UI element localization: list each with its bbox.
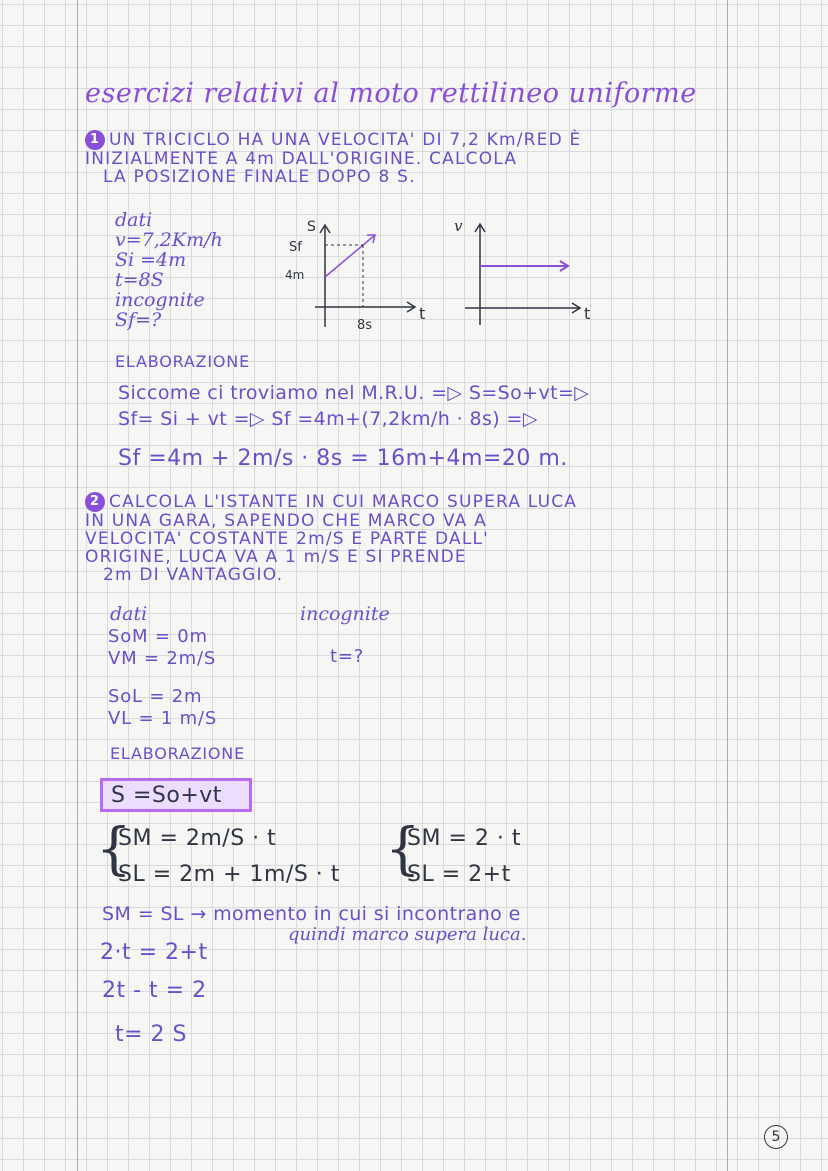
- velocity-time-graph: [440, 215, 600, 335]
- exercise1-line-3: LA POSIZIONE FINALE DOPO 8 S.: [103, 167, 416, 187]
- exercise1-elaboration-label: ELABORAZIONE: [115, 352, 250, 371]
- graph2-x-axis-label: t: [584, 304, 591, 323]
- exercise2-line-3: VELOCITA' COSTANTE 2m/S E PARTE DALL': [85, 529, 490, 549]
- system2-brace: {: [385, 817, 421, 882]
- data-initial-position: Si =4m: [115, 249, 187, 271]
- exercise2-line-5: 2m DI VANTAGGIO.: [103, 565, 284, 585]
- formula-box: [100, 778, 252, 812]
- exercise2-elaboration-label: ELABORAZIONE: [110, 744, 245, 763]
- data-label: dati: [115, 209, 153, 231]
- solve-step-3: t= 2 S: [115, 1022, 188, 1047]
- solve-step-2: 2t - t = 2: [102, 978, 207, 1003]
- system1-marco: SM = 2m/S · t: [118, 826, 277, 851]
- exercise2-data-label: dati: [110, 603, 148, 625]
- exercise2-line-4: ORIGINE, LUCA VA A 1 m/S E SI PRENDE: [85, 547, 467, 567]
- position-time-graph: [275, 215, 425, 340]
- graph2-y-axis-label: v: [454, 217, 463, 235]
- left-margin-line: [77, 0, 78, 1171]
- page-number: 5: [764, 1125, 788, 1149]
- unknown-value: Sf=?: [115, 309, 162, 331]
- system1-luca: SL = 2m + 1m/S · t: [118, 862, 340, 887]
- exercise1-line-2: INIZIALMENTE A 4m DALL'ORIGINE. CALCOLA: [85, 149, 518, 169]
- page-title: esercizi relativi al moto rettilineo uniforme: [85, 78, 697, 109]
- exercise2-number: 2: [85, 492, 105, 512]
- exercise2-sol: SoL = 2m: [108, 686, 203, 707]
- exercise1-problem: [85, 130, 581, 186]
- system1-brace: {: [96, 817, 132, 882]
- formula-text: S =So+vt: [111, 783, 222, 808]
- exercise1-line-1: UN TRICICLO HA UNA VELOCITA' DI 7,2 Km/RED È: [109, 130, 582, 150]
- graph1-8s-tick: 8s: [357, 318, 373, 333]
- data-velocity: v=7,2Km/h: [115, 229, 223, 251]
- exercise2-vm: VM = 2m/S: [108, 648, 217, 669]
- exercise2-vl: VL = 1 m/S: [108, 708, 218, 729]
- exercise2-unknown-label: incognite: [300, 603, 390, 625]
- unknown-label: incognite: [115, 289, 205, 311]
- condition-line: SM = SL → momento in cui si incontrano e: [102, 903, 521, 925]
- right-margin-line: [727, 0, 728, 1171]
- exercise2-problem: [85, 492, 577, 584]
- graph1-x-axis-label: t: [419, 304, 426, 323]
- exercise1-step-3: Sf =4m + 2m/s · 8s = 16m+4m=20 m.: [118, 446, 568, 471]
- exercise2-line-2: IN UNA GARA, SAPENDO CHE MARCO VA A: [85, 511, 487, 531]
- exercise2-unknown: t=?: [330, 646, 365, 667]
- data-time: t=8S: [115, 269, 164, 291]
- exercise2-som: SoM = 0m: [108, 626, 208, 647]
- exercise1-step-1: Siccome ci troviamo nel M.R.U. =▷ S=So+vt=▷: [118, 382, 590, 404]
- exercise1-step-2: Sf= Si + vt =▷ Sf =4m+(7,2km/h · 8s) =▷: [118, 408, 538, 430]
- graph1-4m-tick: 4m: [285, 268, 305, 282]
- system2-marco: SM = 2 · t: [407, 826, 521, 851]
- exercise1-number: 1: [85, 130, 105, 150]
- graph1-y-axis-label: S: [307, 219, 316, 235]
- exercise2-line-1: CALCOLA L'ISTANTE IN CUI MARCO SUPERA LUCA: [109, 492, 578, 512]
- solve-step-1: 2·t = 2+t: [100, 940, 208, 965]
- exercise1-data: [115, 210, 223, 330]
- condition-line-2: quindi marco supera luca.: [288, 924, 527, 945]
- graph1-sf-tick: Sf: [289, 240, 302, 255]
- system2-luca: SL = 2+t: [407, 862, 511, 887]
